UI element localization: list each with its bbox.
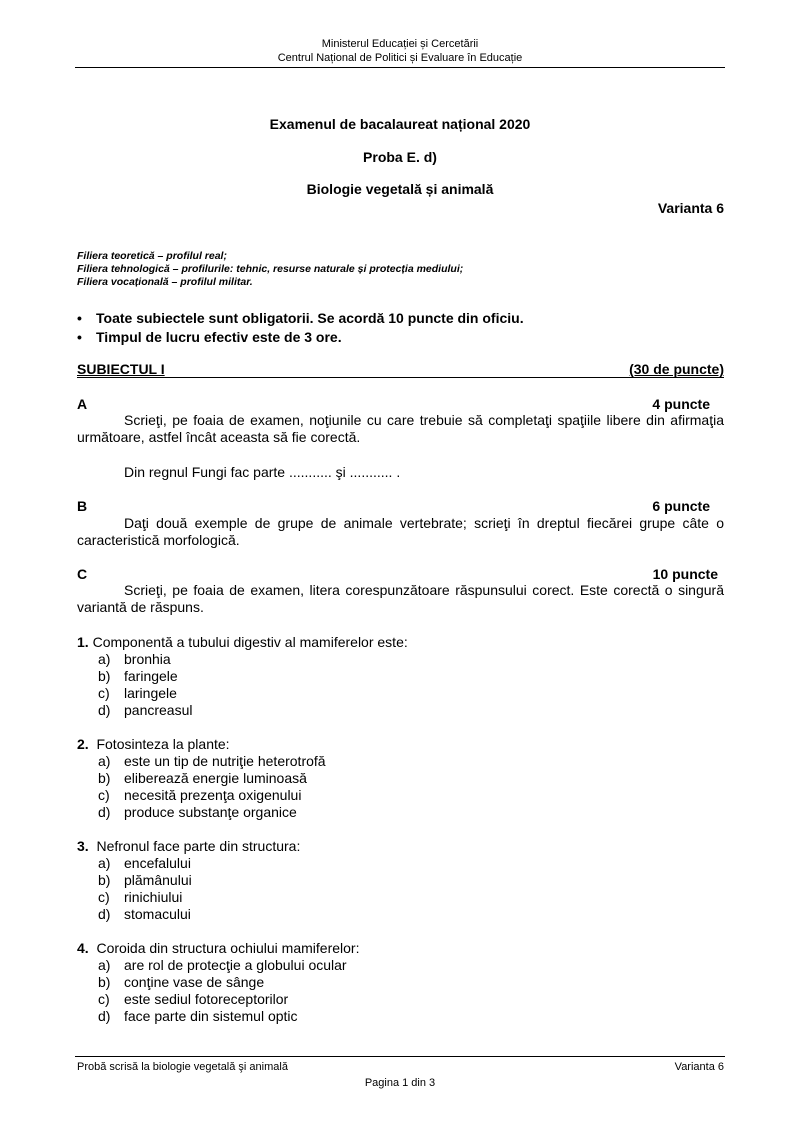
option-item: d) stomacului: [98, 906, 191, 922]
exam-title: Examenul de bacalaureat național 2020: [269, 116, 531, 132]
proba-title: Proba E. d): [363, 149, 437, 165]
subject-title: Biologie vegetală și animală: [306, 181, 494, 197]
option-item: c) laringele: [98, 685, 177, 701]
option-item: a) encefalului: [98, 855, 191, 871]
section-a-header: [77, 396, 710, 412]
filiere-list: [77, 250, 463, 289]
option-item: d) pancreasul: [98, 702, 193, 718]
option-item: b) faringele: [98, 668, 178, 684]
section-a-points: 4 puncte: [652, 396, 710, 412]
subject1-underline: [77, 377, 724, 378]
section-b-header: [77, 498, 710, 514]
subject1-points: (30 de puncte): [629, 361, 724, 377]
footer-left: Probă scrisă la biologie vegetală şi animală: [77, 1061, 288, 1073]
bullet-icon: •: [77, 310, 82, 326]
header-center: Centrul Național de Politici și Evaluare în Educație: [277, 52, 523, 64]
question-1-options: [98, 651, 193, 719]
filiera-tehnologica: Filiera tehnologică – profilurile: tehnic, resurse naturale și protecția mediului;: [77, 263, 464, 275]
instruction-item: • Timpul de lucru efectiv este de 3 ore.: [77, 329, 342, 345]
option-item: b) plămânului: [98, 872, 192, 888]
section-a-sentence: Din regnul Fungi fac parte ........... şi ........... .: [124, 464, 401, 480]
option-item: c) rinichiului: [98, 889, 183, 905]
section-c-label: C: [77, 566, 88, 582]
subject1-label: SUBIECTUL I: [77, 361, 165, 377]
question-2-options: [98, 753, 326, 821]
question-3: 3. Nefronul face parte din structura:: [77, 838, 301, 854]
option-item: a) bronhia: [98, 651, 171, 667]
option-item: c) este sediul fotoreceptorilor: [98, 991, 289, 1007]
option-item: a) este un tip de nutriţie heterotrofă: [98, 753, 326, 769]
question-1: 1. Componentă a tubului digestiv al mamiferelor este:: [77, 634, 408, 650]
option-item: a) are rol de protecţie a globului ocular: [98, 957, 347, 973]
section-a-text: Scrieţi, pe foaia de examen, noţiunile cu care trebuie să completaţi spaţiile libere din afirmaţia următoare, astfel încât aceasta să fie corectă.: [77, 412, 724, 445]
section-c-points: 10 puncte: [652, 566, 718, 582]
section-b-points: 6 puncte: [652, 498, 710, 514]
section-c-header: [77, 566, 718, 582]
question-3-options: [98, 855, 192, 923]
question-4-options: [98, 957, 347, 1025]
question-2: 2. Fotosinteza la plante:: [77, 736, 230, 752]
header-rule: [75, 67, 725, 68]
option-item: b) conţine vase de sânge: [98, 974, 265, 990]
instructions: [77, 309, 524, 347]
section-b-label: B: [77, 498, 88, 514]
filiera-vocationala: Filiera vocațională – profilul militar.: [77, 276, 253, 288]
section-a-label: A: [77, 396, 88, 412]
subject1-header: [77, 361, 724, 377]
question-4: 4. Coroida din structura ochiului mamiferelor:: [77, 940, 360, 956]
section-b-text: Daţi două exemple de grupe de animale vertebrate; scrieţi în dreptul fiecărei grupe câte o caracteristică morfologică.: [77, 515, 724, 548]
variant-label: Varianta 6: [657, 200, 724, 216]
footer-variant: Varianta 6: [674, 1061, 724, 1073]
option-item: b) eliberează energie luminoasă: [98, 770, 307, 786]
page-number: Pagina 1 din 3: [364, 1077, 436, 1089]
option-item: d) produce substanţe organice: [98, 804, 297, 820]
filiera-teoretica: Filiera teoretică – profilul real;: [77, 250, 227, 262]
section-c-text: Scrieţi, pe foaia de examen, litera corespunzătoare răspunsului corect. Este corectă o singură variantă de răspuns.: [77, 582, 724, 615]
instruction-item: • Toate subiectele sunt obligatorii. Se acordă 10 puncte din oficiu.: [77, 310, 524, 326]
bullet-icon: •: [77, 329, 82, 345]
option-item: d) face parte din sistemul optic: [98, 1008, 298, 1024]
header-ministry: Ministerul Educației și Cercetării: [321, 38, 479, 50]
option-item: c) necesită prezenţa oxigenului: [98, 787, 302, 803]
footer-rule: [75, 1056, 725, 1057]
